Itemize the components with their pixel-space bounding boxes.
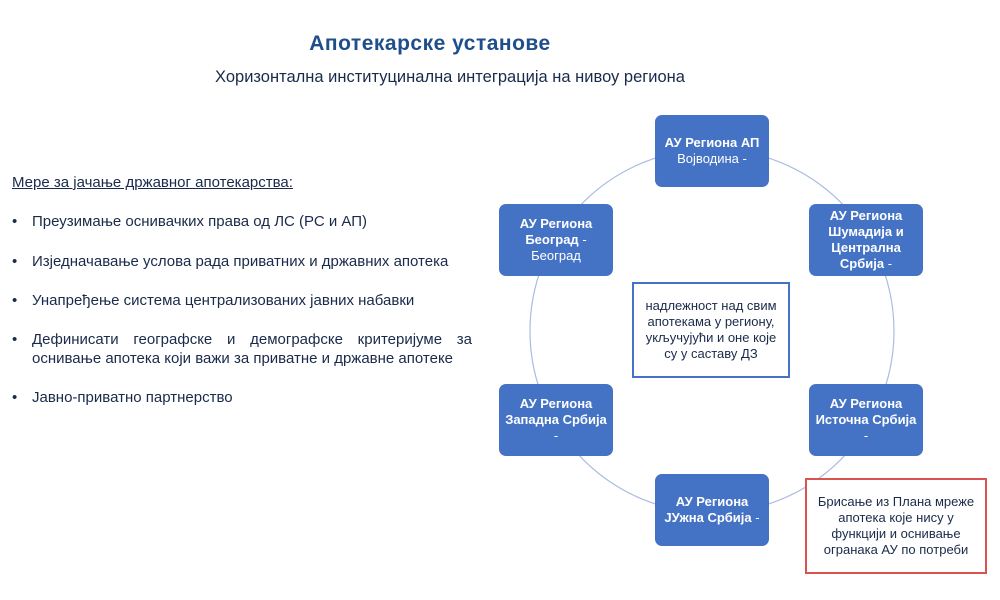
list-item-text: Преузимање оснивачких права од ЛС (РС и АП) [32, 213, 368, 230]
page-subtitle: Хоризонтална институцинална интеграција на нивоу региона [215, 68, 685, 86]
node-title: АУ Региона Западна Србија [505, 396, 607, 427]
region-node-beograd [499, 204, 613, 276]
list-item-text: Јавно-приватно партнерство [32, 389, 233, 406]
bullet-icon: • [12, 331, 18, 348]
measures-heading: Мере за јачање државног апотекарства: [12, 174, 293, 191]
node-subtitle: - [553, 428, 559, 443]
node-title: АУ Региона Београд [519, 216, 593, 247]
node-title: АУ Региона ЈУжна Србија [664, 494, 752, 525]
node-subtitle: - [863, 428, 869, 443]
bullet-icon: • [12, 292, 18, 309]
node-subtitle: - [887, 256, 893, 271]
list-item-text: Дефинисати географске и демографске критеријуме за оснивање апотека који важи за приватне и државне апотеке [32, 331, 472, 367]
page-title: Апотекарске установе [309, 32, 551, 55]
region-node-istocna [809, 384, 923, 456]
bullet-icon: • [12, 213, 18, 230]
center-description-box: надлежност над свим апотекама у региону, укључујући и оне које су у саставу ДЗ [632, 282, 790, 378]
node-subtitle: - [755, 510, 760, 525]
list-item-text: Изједначавање услова рада приватних и државних апотека [32, 253, 449, 270]
node-subtitle: Војводина - [677, 151, 747, 166]
node-title: АУ Региона Источна Србија [815, 396, 917, 427]
note-box: Брисање из Плана мреже апотека које нису у функцији и оснивање огранака АУ по потреби [805, 478, 987, 574]
region-node-sumadija [809, 204, 923, 276]
region-node-zapadna [499, 384, 613, 456]
node-subtitle: - Београд [531, 232, 587, 263]
node-title: АУ Регионa АП [664, 135, 760, 150]
list-item-text: Унапређење система централизованих јавних набавки [32, 292, 415, 309]
bullet-icon: • [12, 253, 18, 270]
region-node-vojvodina [655, 115, 769, 187]
bullet-icon: • [12, 389, 18, 406]
region-node-juzna [655, 474, 769, 546]
node-title: АУ Региона Шумадија и Централна Србија [828, 208, 904, 271]
